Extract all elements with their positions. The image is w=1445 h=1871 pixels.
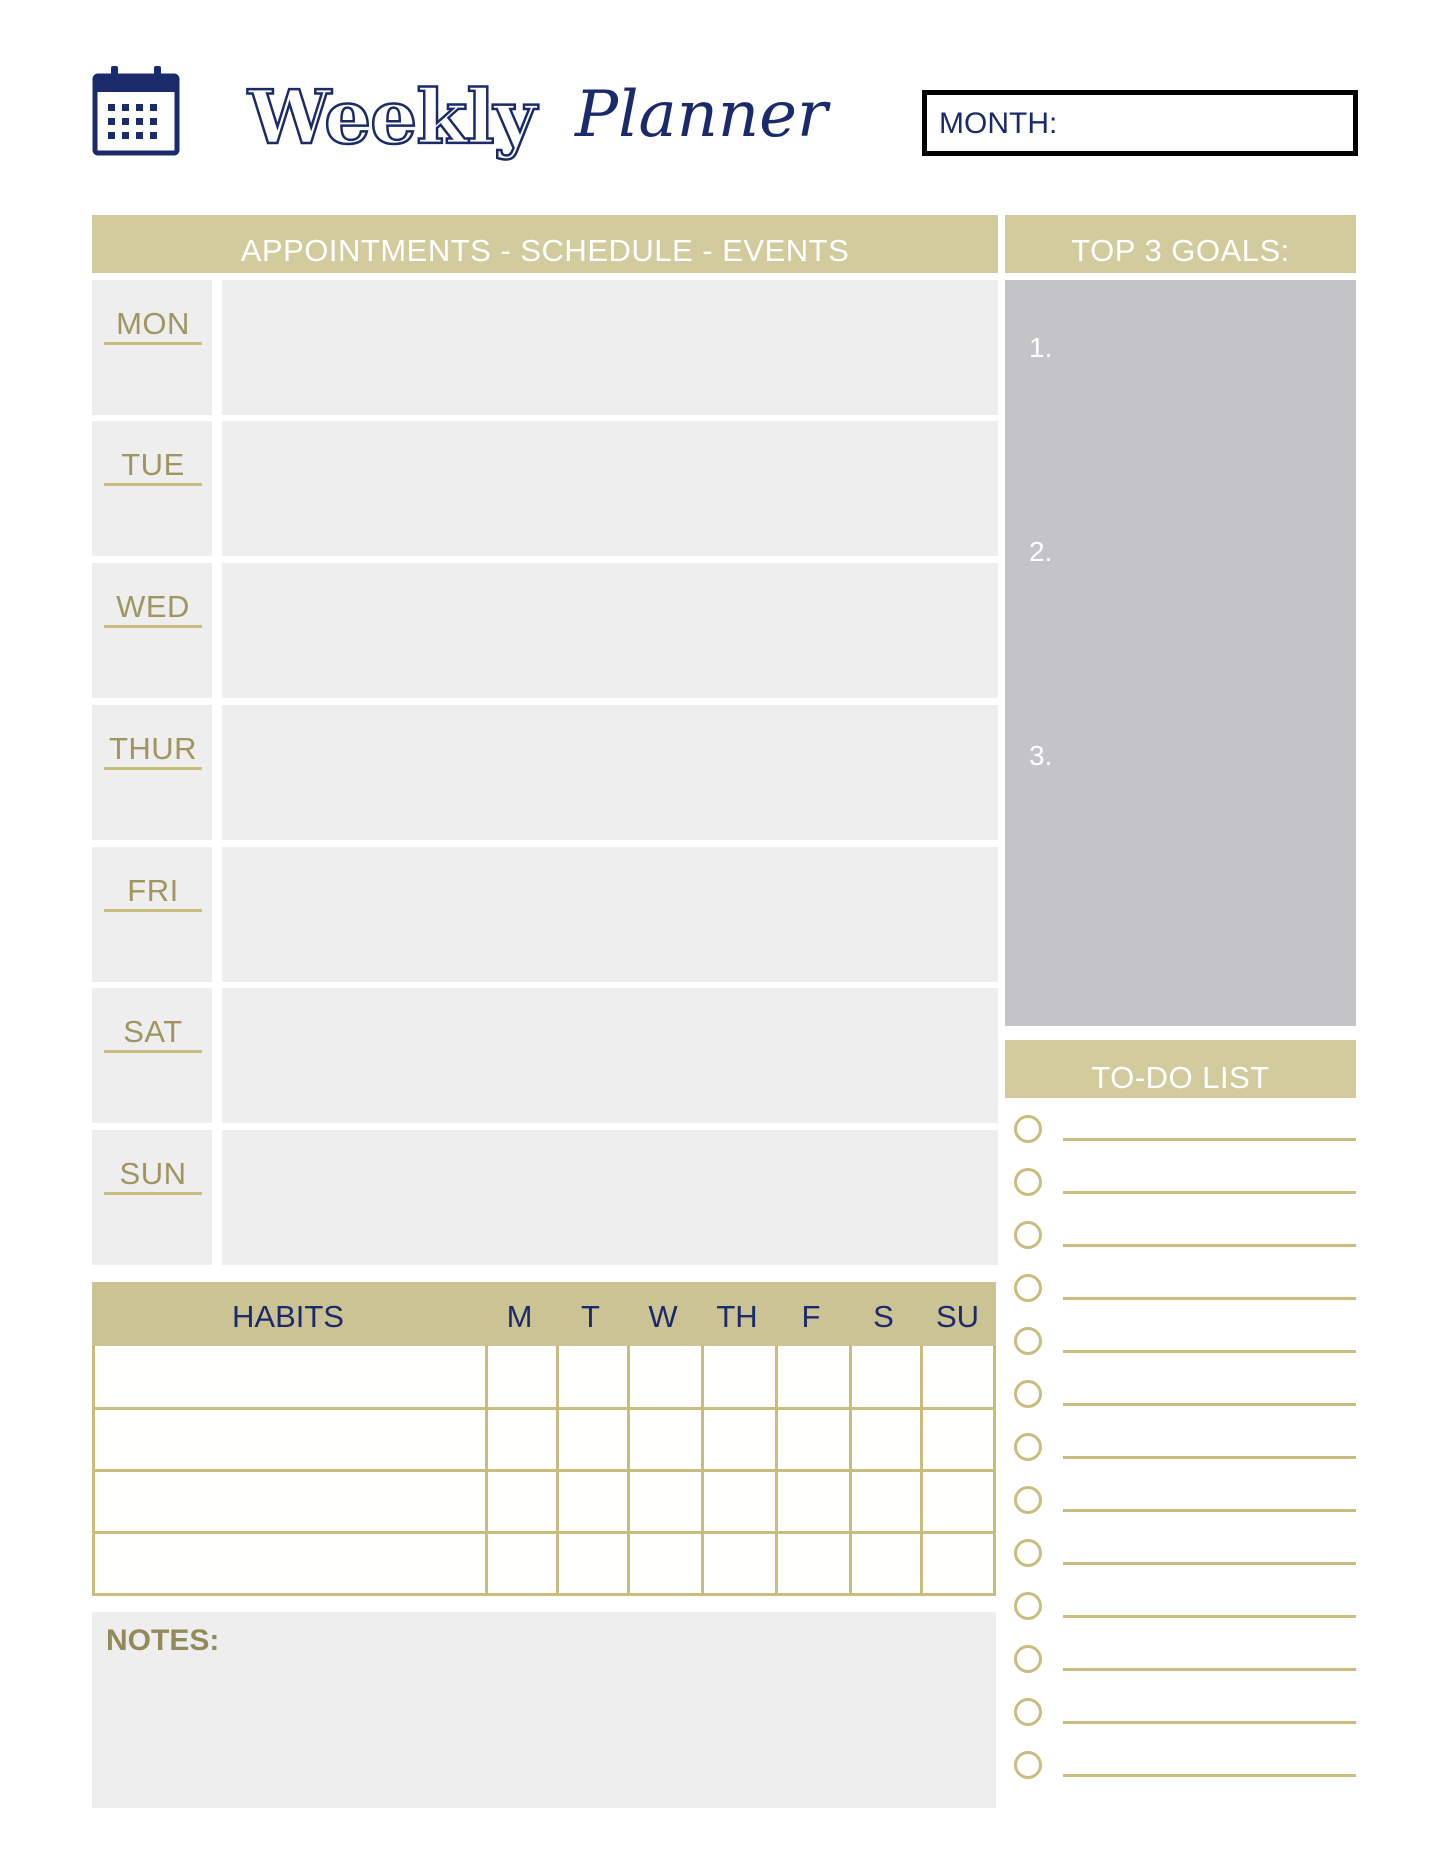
habits-grid[interactable] [92,1346,996,1596]
day-name: FRI [104,873,202,912]
title-weekly: Weekly [248,75,536,161]
day-entry-tue[interactable] [222,421,998,556]
month-label: MONTH: [939,107,1058,140]
todo-line[interactable] [1063,1615,1356,1618]
todo-line[interactable] [1063,1138,1356,1141]
goals-panel[interactable] [1005,280,1356,1026]
checkbox-circle-icon[interactable] [1014,1115,1042,1143]
day-label-wed [92,563,212,698]
todo-line[interactable] [1063,1509,1356,1512]
day-label-thur [92,705,212,840]
goals-header: TOP 3 GOALS: [1005,215,1356,273]
day-label-sun [92,1130,212,1265]
day-label-mon [92,280,212,415]
day-entry-mon[interactable] [222,280,998,415]
checkbox-circle-icon[interactable] [1014,1433,1042,1461]
goal-number: 1. [1029,332,1053,363]
checkbox-circle-icon[interactable] [1014,1168,1042,1196]
day-label-sat [92,988,212,1123]
notes-label: NOTES: [106,1624,220,1657]
todo-line[interactable] [1063,1668,1356,1671]
checkbox-circle-icon[interactable] [1014,1486,1042,1514]
month-field[interactable] [922,90,1358,156]
todo-header: TO-DO LIST [1005,1040,1356,1098]
day-entry-sun[interactable] [222,1130,998,1265]
grid-line [95,1407,993,1410]
todo-line[interactable] [1063,1721,1356,1724]
habit-day-heading: SU [935,1299,980,1334]
todo-line[interactable] [1063,1350,1356,1353]
day-name: MON [104,306,202,345]
checkbox-circle-icon[interactable] [1014,1274,1042,1302]
day-entry-wed[interactable] [222,563,998,698]
day-name: THUR [104,731,202,770]
day-entry-fri[interactable] [222,847,998,982]
todo-line[interactable] [1063,1297,1356,1300]
checkbox-circle-icon[interactable] [1014,1380,1042,1408]
habit-day-heading: T [581,1299,600,1334]
todo-line[interactable] [1063,1244,1356,1247]
day-label-fri [92,847,212,982]
grid-line [95,1531,993,1534]
calendar-icon [92,64,180,156]
todo-line[interactable] [1063,1562,1356,1565]
checkbox-circle-icon[interactable] [1014,1645,1042,1673]
day-name: SUN [104,1156,202,1195]
habits-header [92,1282,996,1346]
day-name: SAT [104,1014,202,1053]
todo-line[interactable] [1063,1403,1356,1406]
habit-day-heading: TH [716,1299,758,1334]
checkbox-circle-icon[interactable] [1014,1698,1042,1726]
day-name: TUE [104,447,202,486]
habits-title: HABITS [232,1299,344,1334]
day-entry-sat[interactable] [222,988,998,1123]
todo-line[interactable] [1063,1456,1356,1459]
title-planner: Planner [575,78,828,152]
todo-line[interactable] [1063,1774,1356,1777]
habit-day-heading: W [648,1299,678,1334]
goal-number: 3. [1029,740,1053,771]
goal-number: 2. [1029,536,1053,567]
checkbox-circle-icon[interactable] [1014,1592,1042,1620]
day-name: WED [104,589,202,628]
day-entry-thur[interactable] [222,705,998,840]
habit-day-heading: M [506,1299,533,1334]
checkbox-circle-icon[interactable] [1014,1327,1042,1355]
habit-day-heading: S [873,1299,894,1334]
habit-day-heading: F [801,1299,821,1334]
todo-line[interactable] [1063,1191,1356,1194]
checkbox-circle-icon[interactable] [1014,1539,1042,1567]
notes-panel[interactable] [92,1612,996,1808]
appointments-header: APPOINTMENTS - SCHEDULE - EVENTS [92,215,998,273]
checkbox-circle-icon[interactable] [1014,1221,1042,1249]
checkbox-circle-icon[interactable] [1014,1751,1042,1779]
grid-line [95,1469,993,1472]
day-label-tue [92,421,212,556]
